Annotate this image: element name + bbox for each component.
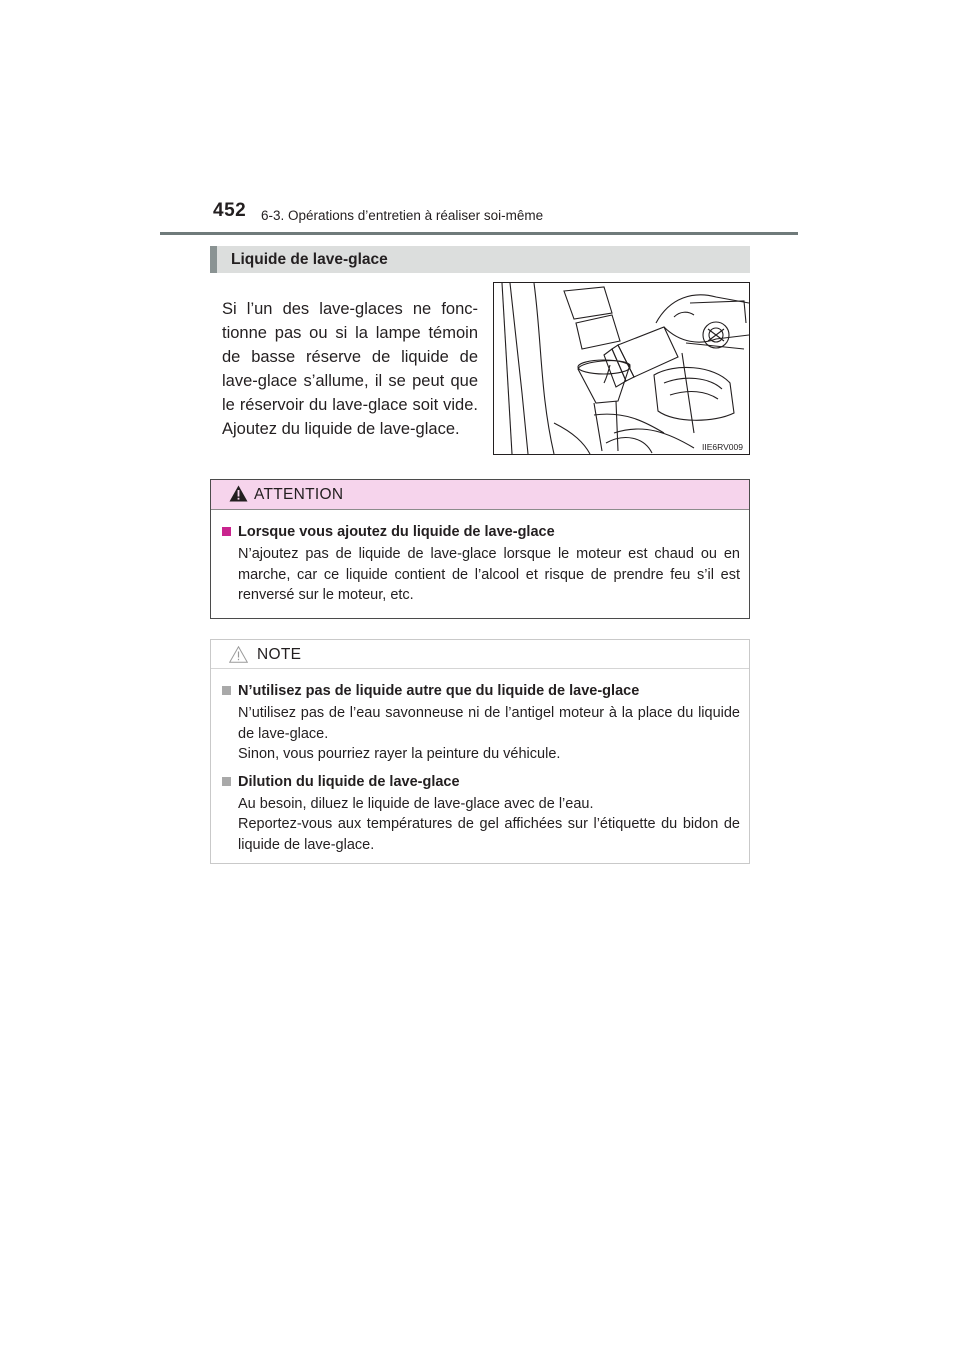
refilling-illustration: [494, 283, 749, 454]
note-item: [220, 772, 740, 856]
attention-body: [211, 510, 749, 620]
bullet-square: [222, 777, 231, 786]
note-item-title: [220, 772, 740, 792]
bullet-square: [222, 527, 231, 536]
note-item-line: Reportez-vous aux températures de gel affichées sur l’étiquette du bidon de liquide de lave-glace.: [238, 816, 740, 853]
attention-header: [211, 480, 749, 510]
note-label: NOTE: [257, 646, 302, 663]
note-item-text: [220, 794, 740, 856]
note-box: [210, 639, 750, 864]
note-item-title-text: Dilution du liquide de lave-glace: [238, 773, 460, 790]
note-item-line: N’utilisez pas de l’eau savonneuse ni de l’antigel moteur à la place du liquide de lave-glace.: [238, 705, 740, 742]
note-item-title-text: N’utilisez pas de liquide autre que du liquide de lave-glace: [238, 683, 640, 699]
note-item-line: Sinon, vous pourriez rayer la peinture du véhicule.: [238, 746, 561, 762]
attention-item-title-text: Lorsque vous ajoutez du liquide de lave-glace: [238, 524, 555, 540]
note-item-title: [220, 681, 740, 701]
bullet-square: [222, 686, 231, 695]
attention-item-text: N’ajoutez pas de liquide de lave-glace lorsque le moteur est chaud ou en marche, car ce liquide contient de l’alcool et risque de prendre feu s’il est renversé sur le moteur, etc.: [238, 546, 740, 603]
note-item-text: [220, 703, 740, 765]
figure-code: IIE6RV009: [702, 442, 743, 452]
attention-box: [210, 479, 750, 619]
note-body: [211, 669, 749, 869]
caution-triangle-outline-icon: [229, 646, 248, 663]
note-item-line: Au besoin, diluez le liquide de lave-glace avec de l’eau.: [238, 795, 594, 812]
warning-triangle-icon: [229, 485, 248, 502]
page-number: 452: [213, 200, 247, 221]
chapter-title: 6-3. Opérations d’entretien à réaliser soi-même: [261, 208, 544, 223]
section-heading-bar: [210, 246, 750, 273]
header-rule: [160, 232, 798, 235]
section-title: Liquide de lave-glace: [231, 251, 388, 268]
intro-paragraph: Si l’un des lave-glaces ne fonc-tionne pas ou si la lampe témoin de basse réserve de liquide de lave-glace s’allume, il se peut que le réservoir du lave-glace soit vide. Ajoutez du liquide de lave-glace.: [222, 300, 478, 438]
washer-fluid-illustration: [493, 282, 750, 455]
note-header: [211, 640, 749, 669]
attention-label: ATTENTION: [254, 486, 344, 503]
attention-item: [220, 522, 740, 606]
note-item: [220, 681, 740, 765]
attention-item-title: [220, 522, 740, 542]
